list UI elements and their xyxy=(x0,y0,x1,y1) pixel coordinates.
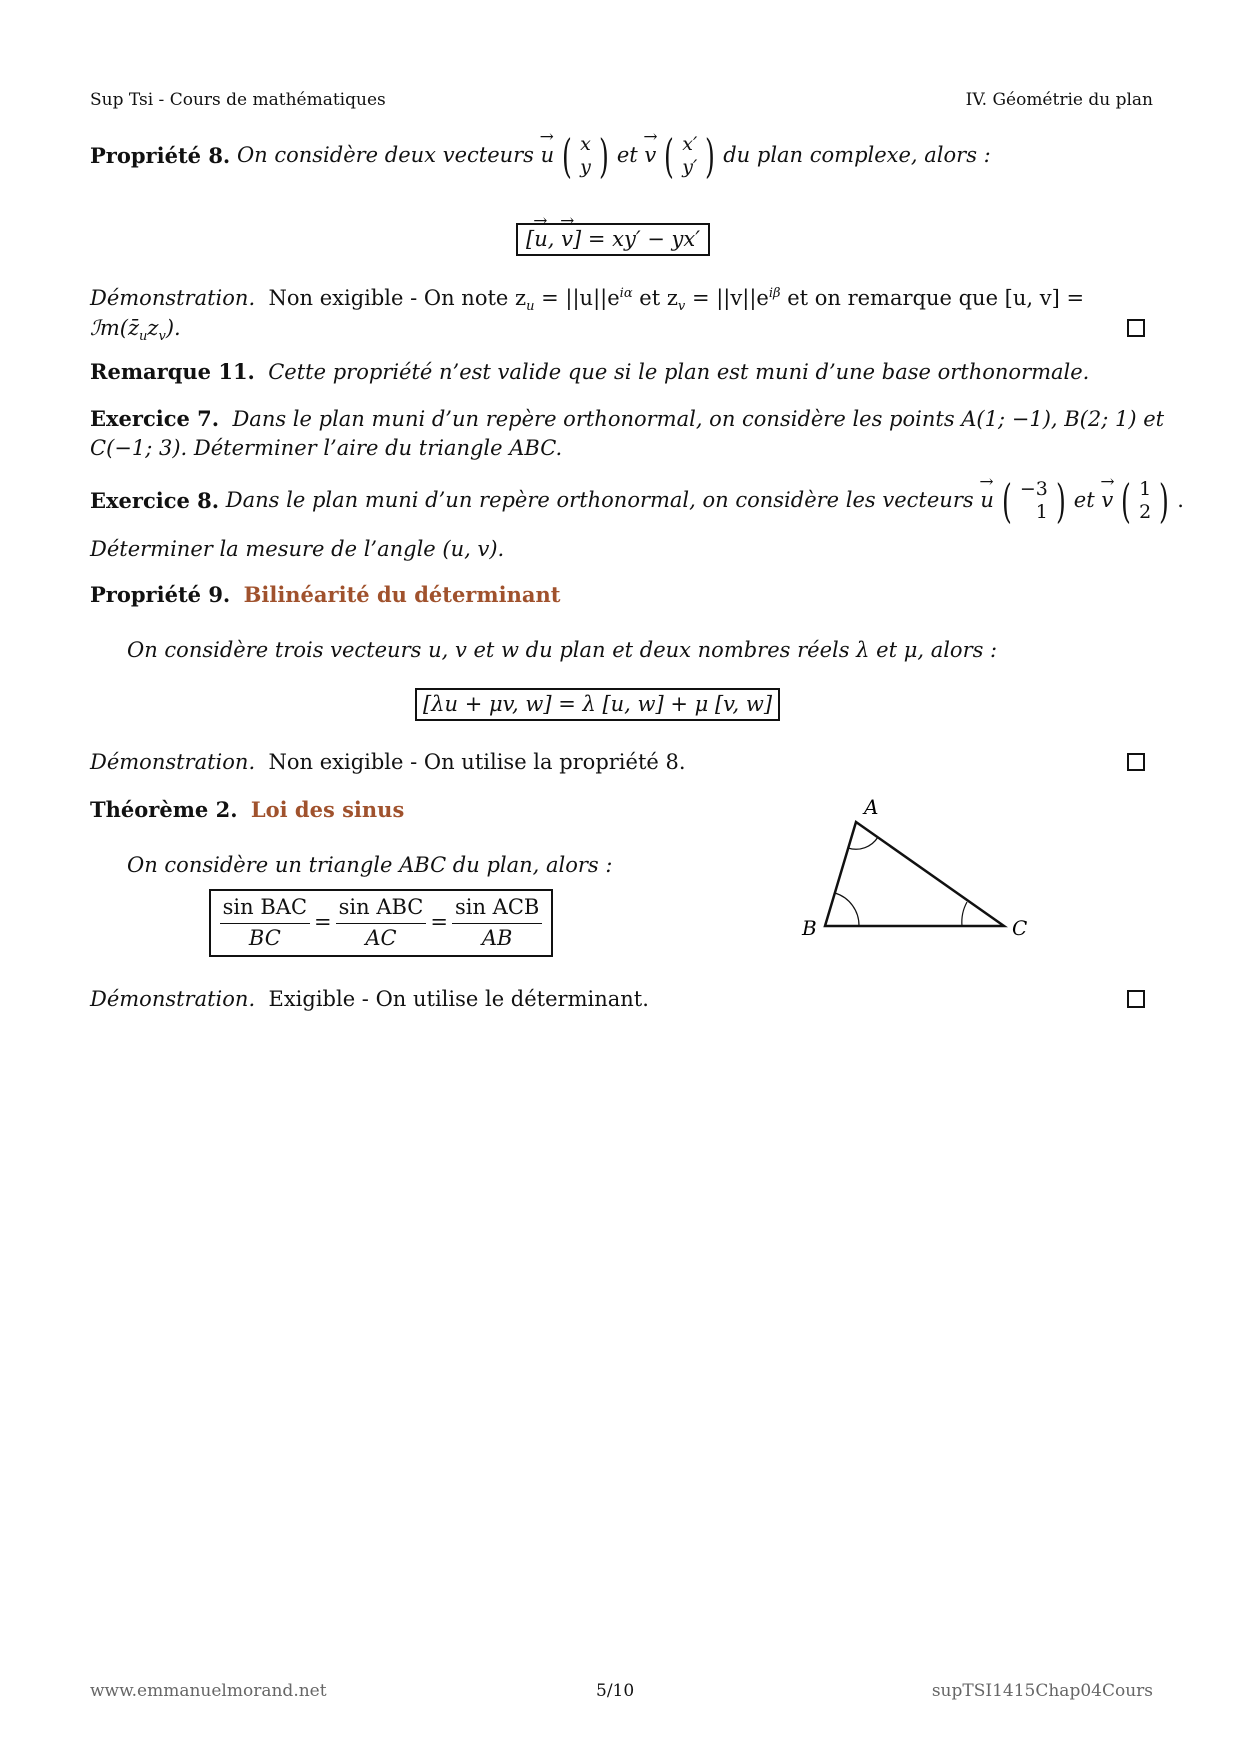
et-word: et xyxy=(616,143,638,168)
remark-11 xyxy=(90,357,1089,387)
bilinearity-formula: [λu + μv, w] = λ [u, w] + μ [v, w] xyxy=(415,688,780,721)
footer-website-link[interactable]: www.emmanuelmorand.net xyxy=(90,1681,327,1701)
exercise-7-line2: C(−1; 3). Déterminer l’aire du triangle ABC. xyxy=(90,436,563,460)
vector-u-coords: ( −3 1 ) xyxy=(1001,474,1066,528)
vector-u: → u xyxy=(980,486,994,515)
theorem-2-title: Loi des sinus xyxy=(250,797,405,822)
exercise-7-label: Exercice 7. xyxy=(90,406,220,431)
vector-v-coords: ( 1 2 ) xyxy=(1121,474,1170,528)
vector-v-coords: ( x′ y′ ) xyxy=(664,129,716,183)
demonstration-1: Démonstration. Non exigible - On note $z_u = ||u||e^{i\alpha}$ et $z_v = ||v||e^{i\beta}$ et on remarque que [u, v] = xyxy=(90,286,1085,315)
qed-square xyxy=(1127,753,1145,771)
demo-label: Démonstration. xyxy=(90,286,256,310)
remark-label: Remarque 11. xyxy=(90,359,255,384)
exercise-7-text: Dans le plan muni d’un repère orthonormal, on considère les points A(1; −1), B(2; 1) et xyxy=(232,407,1165,431)
property-8-text: On considère deux vecteurs xyxy=(236,143,534,168)
header-right: IV. Géométrie du plan xyxy=(965,90,1153,110)
vertex-a-label: A xyxy=(864,795,879,819)
triangle-figure xyxy=(790,790,1030,950)
exercise-8-line2: Déterminer la mesure de l’angle (u, v). xyxy=(90,537,505,561)
qed-square xyxy=(1127,990,1145,1008)
et-word: et xyxy=(1073,488,1095,513)
exercise-7 xyxy=(90,404,1165,434)
property-9 xyxy=(90,580,560,610)
angle-arc-b xyxy=(835,893,859,926)
footer-doc-id: supTSI1415Chap04Cours xyxy=(931,1681,1153,1701)
angle-arc-a xyxy=(848,837,878,849)
property-9-label: Propriété 9. xyxy=(90,582,231,607)
demonstration-3 xyxy=(90,985,649,1014)
fraction-bac: $\frac{\text{sin BAC}}{BC}$ xyxy=(220,893,310,953)
demo-text: Exigible - On utilise le déterminant. xyxy=(268,987,649,1011)
exercise-8: Exercice 8. Dans le plan muni d’un repère orthonormal, on considère les vecteurs → u ( −3 1 ) et → v ( 1 2 ) . xyxy=(90,478,1184,524)
vertex-b-label: B xyxy=(802,916,817,940)
theorem-2-text: On considère un triangle ABC du plan, alors : xyxy=(127,853,613,877)
property-9-title: Bilinéarité du déterminant xyxy=(243,582,561,607)
header-left: Sup Tsi - Cours de mathématiques xyxy=(90,90,386,110)
property-8 xyxy=(90,129,991,183)
page-number: 5/10 xyxy=(596,1681,635,1701)
fraction-abc: $\frac{\text{sin ABC}}{AC}$ xyxy=(336,893,427,953)
angle-arc-c xyxy=(962,902,967,926)
theorem-2 xyxy=(90,795,404,825)
vector-u: → u xyxy=(541,141,555,170)
qed-square xyxy=(1127,319,1145,337)
triangle-abc xyxy=(825,822,1004,926)
demonstration-2 xyxy=(90,748,686,777)
property-8-label: Propriété 8. xyxy=(90,143,231,169)
demonstration-1-line2: $ℐm(z̄_uz_v)$. xyxy=(90,316,181,345)
demo-label: Démonstration. xyxy=(90,750,256,774)
determinant-formula: [→ u, → v] = xy′ − yx′ xyxy=(516,223,710,256)
sine-law-formula: $\frac{\text{sin BAC}}{BC}$ = $\frac{\text{sin ABC}}{AC}$ = $\frac{\text{sin ACB}}{AB}$ xyxy=(209,889,553,957)
fraction-acb: $\frac{\text{sin ACB}}{AB}$ xyxy=(452,893,542,953)
property-9-text: On considère trois vecteurs u, v et w du plan et deux nombres réels λ et μ, alors : xyxy=(127,638,998,662)
demo-label: Démonstration. xyxy=(90,987,256,1011)
vector-v: → v xyxy=(1101,486,1113,515)
vector-u-coords: ( x y ) xyxy=(562,129,609,183)
exercise-8-text: Dans le plan muni d’un repère orthonormal, on considère les vecteurs xyxy=(225,488,974,513)
vertex-c-label: C xyxy=(1012,916,1028,940)
remark-text: Cette propriété n’est valide que si le plan est muni d’une base orthonormale. xyxy=(268,360,1090,384)
theorem-2-label: Théorème 2. xyxy=(90,797,238,822)
exercise-8-label: Exercice 8. xyxy=(90,488,220,514)
vector-v: → v xyxy=(644,141,656,170)
property-8-text-end: du plan complexe, alors : xyxy=(723,143,991,168)
demo-text: Non exigible - On utilise la propriété 8. xyxy=(268,750,686,774)
